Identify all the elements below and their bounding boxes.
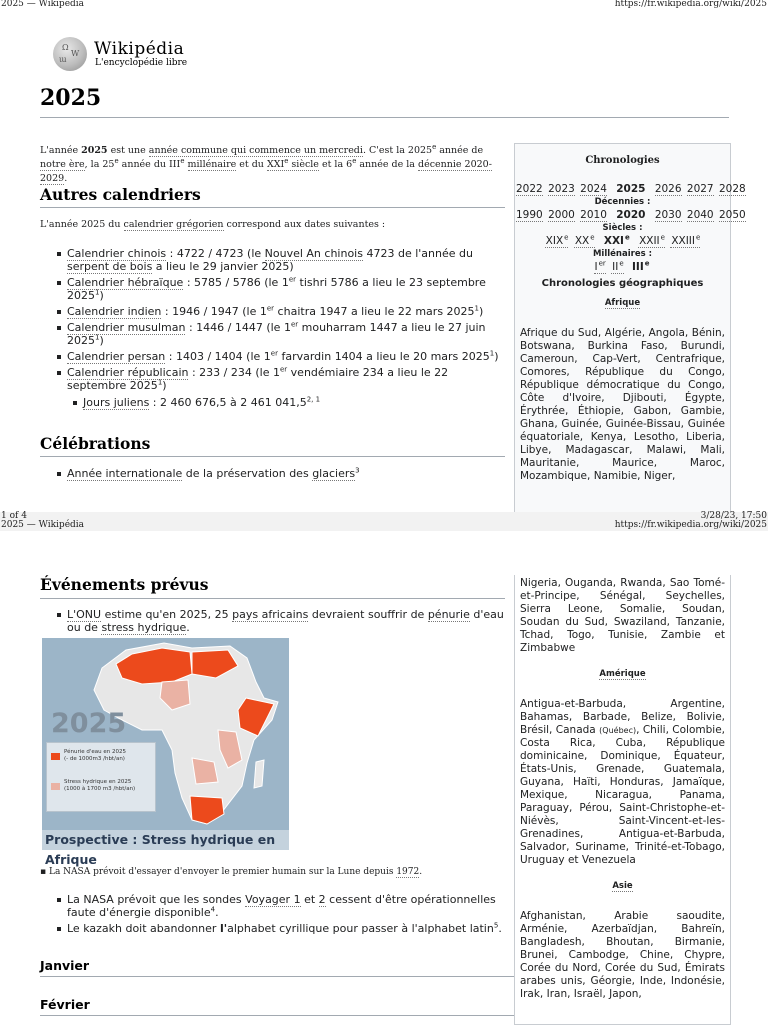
year-link[interactable]: 2028 [718, 183, 746, 195]
decade-link[interactable]: 2040 [686, 209, 714, 221]
decade-link[interactable]: 2050 [718, 209, 746, 221]
reference-link[interactable]: 1 [95, 333, 100, 342]
print-page-count: 1 of 4 [1, 511, 27, 521]
intro-link-millenaire[interactable]: millénaire [187, 159, 237, 170]
list-item: L'ONU estime qu'en 2025, 25 pays africains devraient souffrir de pénurie d'eau ou de stress hydrique. [55, 608, 505, 634]
link-jours-juliens[interactable]: Jours juliens [83, 396, 150, 409]
map-year-label: 2025 [51, 708, 127, 739]
list-item: Calendrier chinois : 4722 / 4723 (le Nouvel An chinois 4723 de l'année du serpent de bois a lieu le 29 janvier 2025) [55, 247, 505, 273]
map-legend [46, 742, 156, 812]
link-nouvel-an-chinois[interactable]: Nouvel An chinois [264, 247, 363, 260]
century-link[interactable]: XXIIIe [671, 233, 701, 247]
list-item: Calendrier hébraïque : 5785 / 5786 (le 1er tishri 5786 a lieu le 23 septembre 2025$^1$) [55, 276, 505, 302]
decade-link[interactable]: 2000 [548, 209, 575, 221]
evenements-list [55, 608, 505, 637]
list-item: Année internationale de la préservation des glaciers$^3$ [55, 467, 505, 480]
link-pays-africains[interactable]: pays africains [232, 608, 309, 621]
list-item: Le kazakh doit abandonner l'alphabet cyrillique pour passer à l'alphabet latin$^5$. [55, 922, 505, 935]
afrique-country-list[interactable]: Afrique du Sud, Algérie, Angola, Bénin, Botswana, Burkina Faso, Burundi, Cameroun, Cap-Vert, Centrafrique, Comores, République du Congo, République démocratique du Congo, Côte d'Ivoire, Djibouti, Égypte, Érythrée, Éthiopie, Gabon, Gambie, Ghana, Guinée, Guinée-Bissau, Guinée équatoriale, Kenya, Lesotho, Liberia, Libye, Madagascar, Malawi, Mali, Mauritanie, Maurice, Maroc, Mozambique, Namibie, Niger, [520, 327, 725, 482]
month-heading-janvier: Janvier [40, 958, 90, 973]
print-header-title: 2025 — Wikipédia [1, 520, 85, 530]
map-caption: Prospective : Stress hydrique en Afrique [42, 830, 289, 850]
decennies-row [515, 209, 746, 221]
print-page-2 [0, 531, 768, 1024]
legend-swatch-scarcity [51, 753, 60, 760]
link-calendrier-chinois[interactable]: Calendrier chinois [67, 247, 167, 260]
amerique-country-list[interactable]: Antigua-et-Barbuda, Argentine, Bahamas, Barbade, Belize, Bolivie, Brésil, Canada (Québec), Chili, Colombie, Costa Rica, Cuba, République dominicaine, Dominique, Équateur, États-Unis, Grenade, Guatemala, Guyana, Haïti, Honduras, Jamaïque, Mexique, Nicaragua, Panama, Paraguay, Pérou, Saint-Christophe-et-Niévès, Saint-Vincent-et-les-Grenadines, Antigua-et-Barbuda, Salvador, Suriname, Trinité-et-Tobago, Uruguay et Venezuela [520, 698, 726, 866]
current-decade: 2020 [616, 209, 646, 221]
year-link[interactable]: 2027 [686, 183, 714, 195]
year-link[interactable]: 2024 [580, 183, 607, 195]
reference-link[interactable]: 1 [474, 304, 480, 313]
puzzle-globe-icon: Ω W ա [53, 37, 87, 71]
list-item: La NASA prévoit que les sondes Voyager 1 et 2 cessent d'être opérationnelles faute d'énergie disponible$^4$. [55, 893, 505, 919]
infobox-title: Chronologies [585, 155, 660, 166]
link-voyager-1[interactable]: Voyager 1 [245, 893, 301, 906]
link-calendrier-gregorien[interactable]: calendrier grégorien [123, 219, 224, 230]
reference-link[interactable]: 2, 1 [306, 395, 321, 404]
decade-link[interactable]: 1990 [516, 209, 543, 221]
list-item: Calendrier républicain : 233 / 234 (le 1er vendémiaire 234 a lieu le 22 septembre 2025$^1$) [55, 366, 505, 392]
reference-link[interactable]: 1 [95, 288, 100, 297]
month-heading-fevrier: Février [40, 997, 90, 1012]
geo-chronologies-title: Chronologies géographiques [541, 278, 704, 289]
africa-water-stress-map[interactable] [42, 638, 289, 867]
nasa-paragraph: ▪ La NASA prévoit d'essayer d'envoyer le premier humain sur la Lune depuis 1972. [40, 867, 423, 877]
reference-link[interactable]: 1 [157, 378, 163, 387]
intro-link-notre-ere[interactable]: notre ère [40, 159, 85, 170]
century-link[interactable]: XIXe [545, 233, 569, 247]
millennium-link[interactable]: IIe [612, 259, 624, 273]
link-calendrier-indien[interactable]: Calendrier indien [67, 305, 162, 318]
siecles-row [515, 235, 730, 247]
print-header-title: 2025 — Wikipédia [1, 0, 85, 9]
current-year: 2025 [616, 183, 646, 195]
decade-link[interactable]: 2030 [654, 209, 682, 221]
title-divider [40, 117, 729, 118]
list-item: Calendrier persan : 1403 / 1404 (le 1er farvardin 1404 a lieu le 20 mars 2025$^1$) [55, 350, 505, 363]
current-millennium: IIIe [632, 259, 650, 273]
page-title: 2025 [40, 85, 102, 111]
link-serpent-de-bois[interactable]: serpent de bois [67, 260, 153, 273]
year-link[interactable]: 2023 [548, 183, 575, 195]
link-penurie[interactable]: pénurie [427, 608, 470, 621]
chronologies-infobox [514, 143, 746, 513]
link-annee-internationale[interactable]: Année internationale [67, 467, 183, 480]
link-stress-hydrique[interactable]: stress hydrique [101, 621, 187, 634]
intro-paragraph: L'année 2025 est une année commune qui commence un mercredi. C'est la 2025e année de notre ère, la 25e année du IIIe millénaire et du XXIe siècle et la 6e année de la décennie 2020-2029. [40, 142, 492, 184]
region-link-amerique[interactable]: Amérique [599, 669, 646, 679]
link-voyager-2[interactable]: 2 [318, 893, 326, 906]
page-break [0, 512, 768, 531]
link-calendrier-republicain[interactable]: Calendrier républicain [67, 366, 189, 379]
intro-link-decennie[interactable]: décennie 2020-2029 [40, 159, 492, 184]
millenaires-label: Millénaires : [592, 249, 653, 259]
section-heading-autres-calendriers: Autres calendriers [40, 185, 201, 204]
legend-label-stress: Stress hydrique en 2025 (1000 à 1700 m3 /hbt/an) [64, 779, 136, 792]
wikipedia-logo[interactable] [53, 37, 193, 73]
link-calendrier-musulman[interactable]: Calendrier musulman [67, 321, 186, 334]
logo-tagline: L'encyclopédie libre [95, 58, 188, 68]
decennies-label: Décennies : [594, 197, 651, 207]
millenaires-row [515, 261, 730, 273]
calendriers-intro: L'année 2025 du calendrier grégorien correspond aux dates suivantes : [40, 219, 386, 230]
print-datetime: 3/28/23, 17:50 [700, 511, 767, 521]
evenements-list-2 [55, 893, 505, 938]
link-glaciers[interactable]: glaciers [312, 467, 356, 480]
decade-link[interactable]: 2010 [580, 209, 607, 221]
list-item: Calendrier musulman : 1446 / 1447 (le 1er mouharram 1447 a lieu le 27 juin 2025$^1$) [55, 321, 505, 347]
current-century: XXIe [603, 233, 630, 247]
year-link[interactable]: 2026 [654, 183, 682, 195]
reference-link[interactable]: 1 [489, 349, 495, 358]
legend-swatch-stress [51, 783, 60, 790]
list-item: Jours juliens : 2 460 676,5 à 2 461 041,5$^{2, 1}$ [71, 396, 505, 409]
century-link[interactable]: XXIIe [639, 233, 665, 247]
print-page-1 [0, 0, 768, 512]
siecles-label: Siècles : [602, 223, 643, 233]
afrique-country-list-continued[interactable]: Nigeria, Ouganda, Rwanda, Sao Tomé-et-Principe, Sénégal, Seychelles, Sierra Leone, Somalie, Soudan, Soudan du Sud, Swaziland, Tanzanie, Tchad, Togo, Tunisie, Zambie et Zimbabwe [520, 577, 725, 654]
link-1972[interactable]: 1972 [396, 867, 420, 877]
section-heading-celebrations: Célébrations [40, 434, 151, 453]
years-row [515, 183, 746, 195]
link-onu[interactable]: L'ONU [67, 608, 102, 621]
year-link[interactable]: 2022 [516, 183, 543, 195]
calendriers-list [55, 247, 505, 412]
link-calendrier-persan[interactable]: Calendrier persan [67, 350, 166, 363]
section-divider [40, 598, 505, 599]
reference-link[interactable]: 4 [210, 905, 216, 914]
section-divider [40, 207, 505, 208]
section-heading-evenements: Événements prévus [40, 575, 209, 594]
intro-link-annee-commune[interactable]: année commune qui commence un mercredi [148, 145, 363, 156]
intro-link-siecle[interactable]: XXIe siècle [266, 156, 319, 170]
print-header-url[interactable]: https://fr.wikipedia.org/wiki/2025 [614, 520, 767, 530]
millennium-link[interactable]: Ier [594, 259, 606, 273]
region-link-afrique[interactable]: Afrique [604, 298, 641, 308]
reference-link[interactable]: 5 [493, 921, 499, 930]
logo-wordmark: Wikipédia [94, 39, 185, 59]
legend-label-scarcity: Pénurie d'eau en 2025 (- de 1000m3 /hbt/an) [64, 749, 127, 762]
chronologies-infobox-continued [514, 575, 731, 1025]
link-calendrier-hebraique[interactable]: Calendrier hébraïque [67, 276, 184, 289]
celebrations-list [55, 467, 505, 483]
reference-link[interactable]: 3 [355, 466, 360, 475]
list-item: Calendrier indien : 1946 / 1947 (le 1er chaitra 1947 a lieu le 22 mars 2025$^1$) [55, 305, 505, 318]
print-header-url[interactable]: https://fr.wikipedia.org/wiki/2025 [614, 0, 767, 9]
asie-country-list[interactable]: Afghanistan, Arabie saoudite, Arménie, Azerbaïdjan, Bahreïn, Bangladesh, Bhoutan, Birmanie, Brunei, Cambodge, Chine, Chypre, Corée du Nord, Corée du Sud, Émirats arabes unis, Géorgie, Inde, Indonésie, Irak, Iran, Israël, Japon, [520, 910, 725, 1000]
section-divider [40, 456, 505, 457]
region-link-asie[interactable]: Asie [612, 881, 633, 891]
century-link[interactable]: XXe [574, 233, 595, 247]
